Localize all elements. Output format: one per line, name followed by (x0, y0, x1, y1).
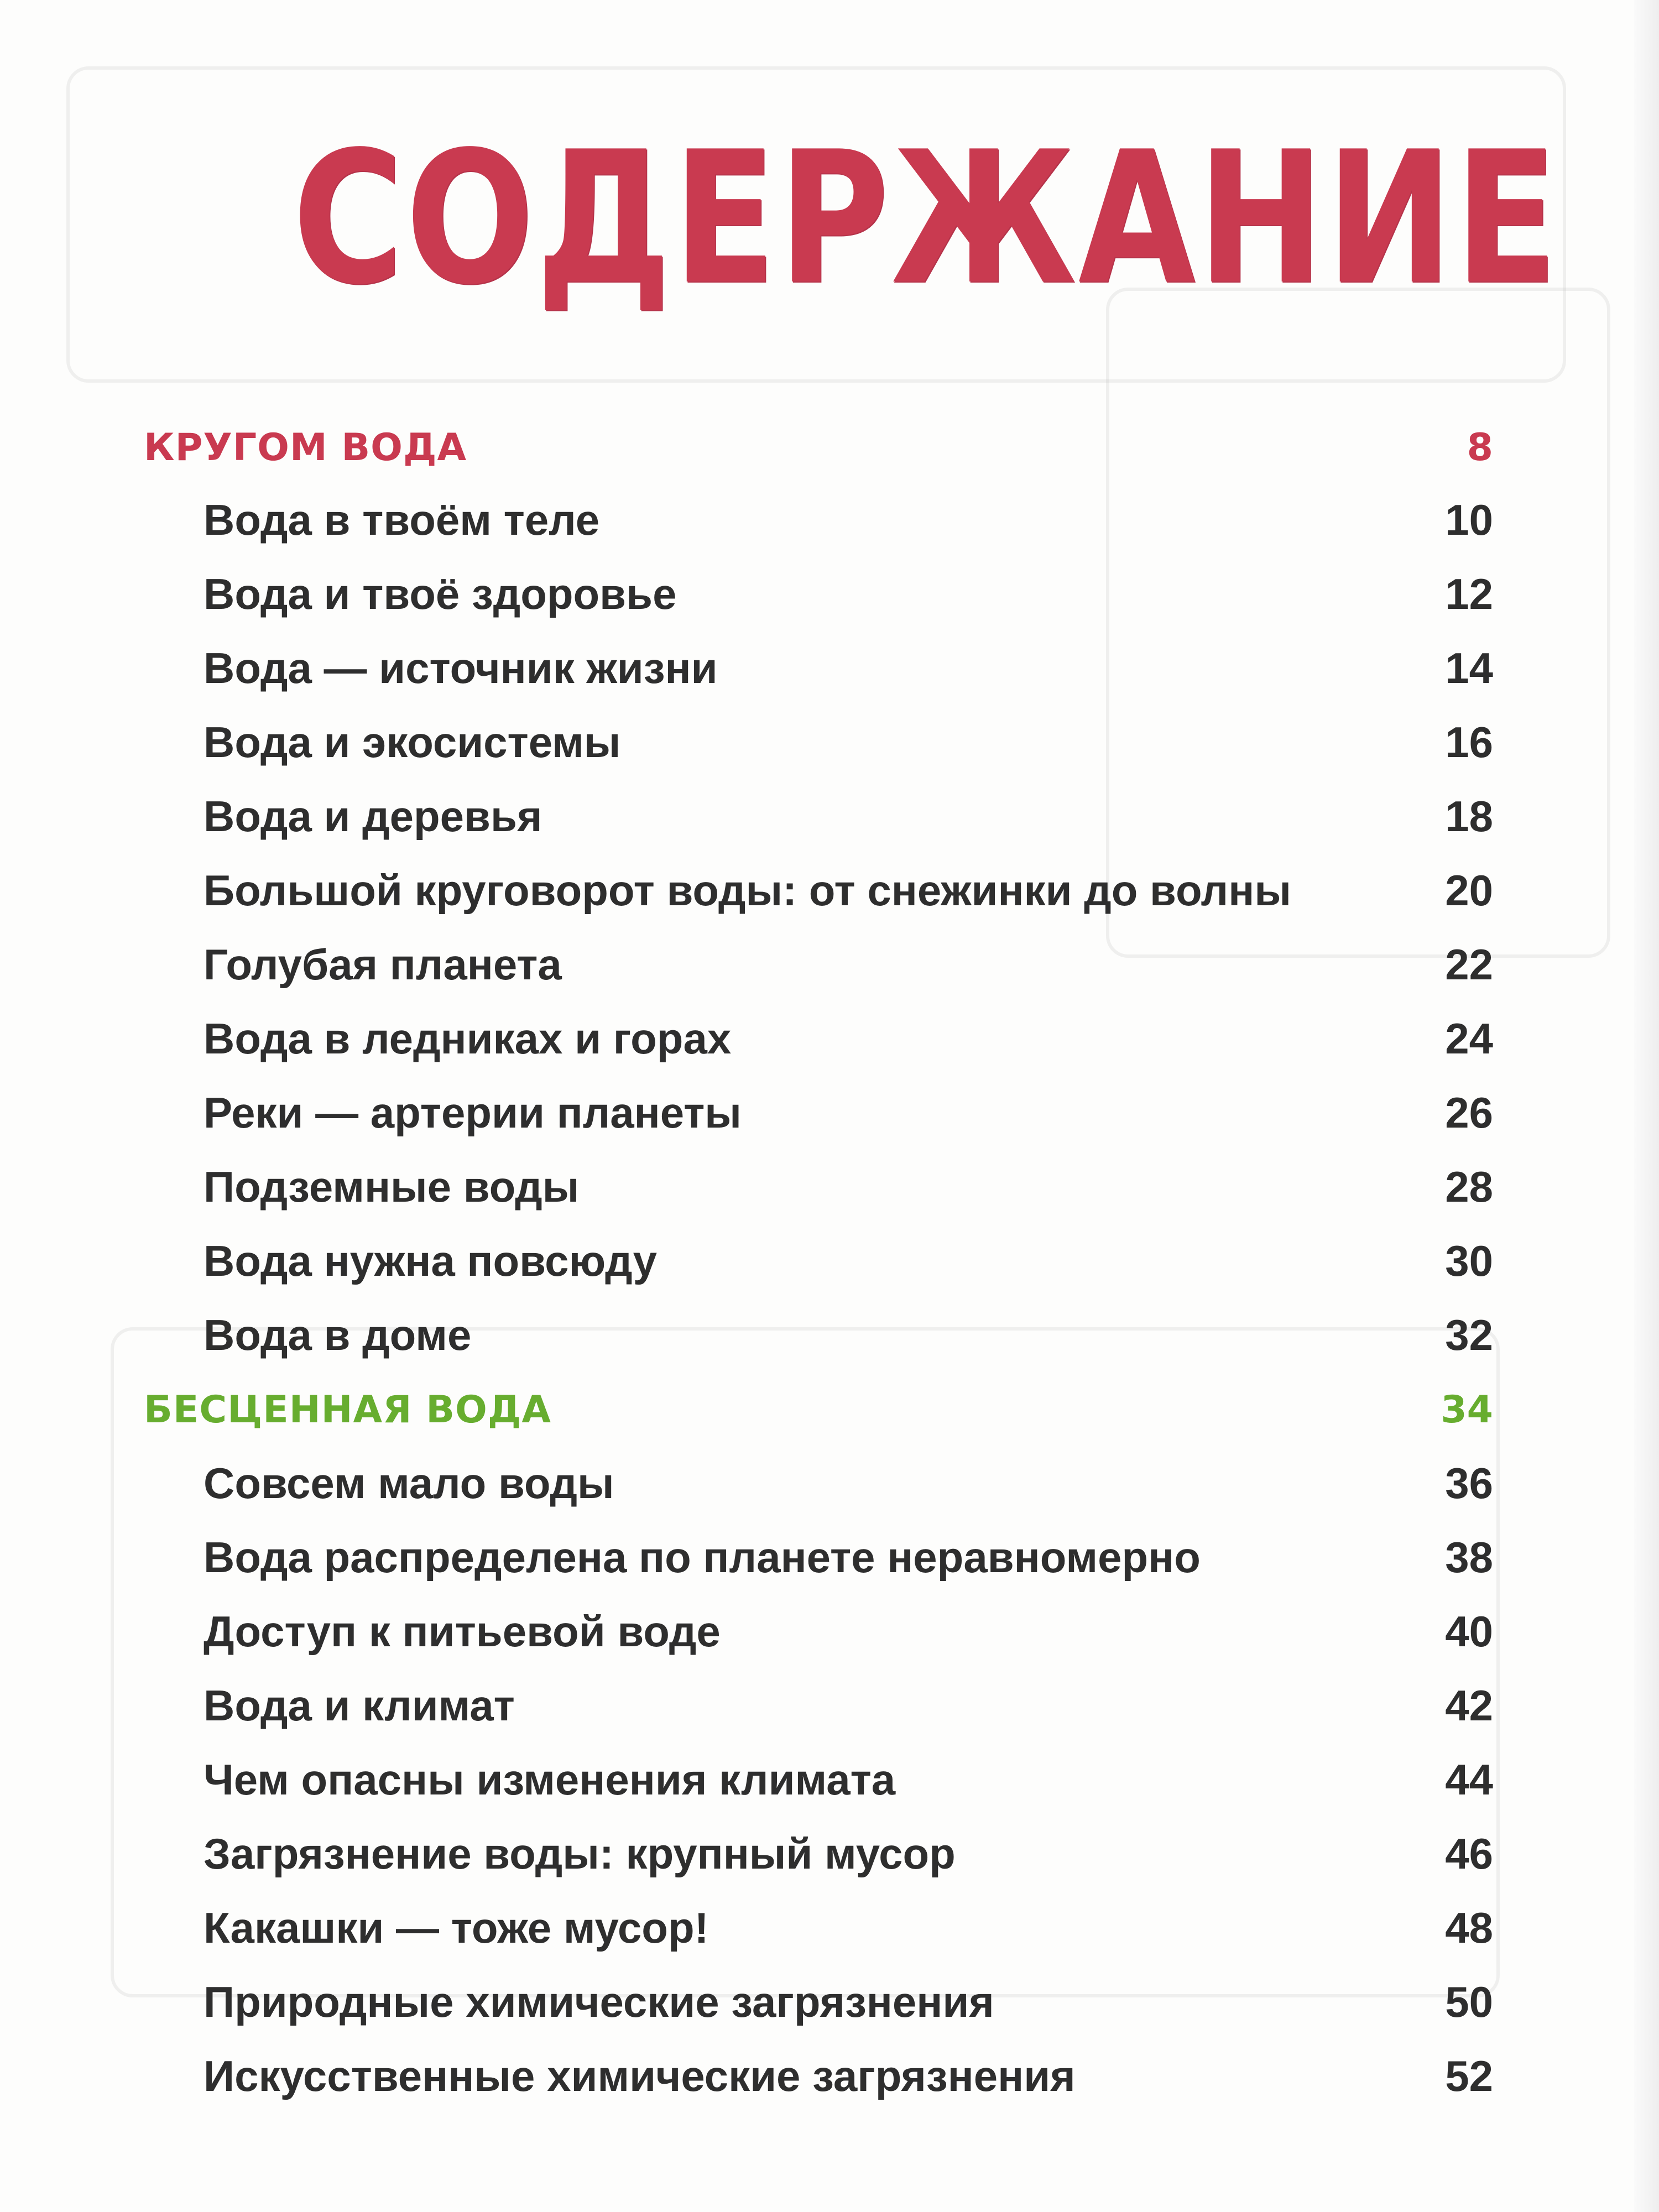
entry-page-number: 14 (1445, 644, 1493, 692)
toc-section-1[interactable] (144, 420, 1493, 476)
entry-title: Вода — источник жизни (204, 644, 718, 692)
entry-page-number: 24 (1445, 1014, 1493, 1063)
section-page-number: 34 (1441, 1388, 1493, 1432)
entry-title: Вода в твоём теле (204, 495, 600, 544)
section-page-number: 8 (1467, 426, 1493, 469)
entry-title: Искусственные химические загрязнения (204, 2052, 1076, 2100)
entry-page-number: 10 (1445, 495, 1493, 544)
toc-entry[interactable] (144, 1752, 1493, 1807)
entry-page-number: 22 (1445, 940, 1493, 989)
toc-entry[interactable] (144, 789, 1493, 844)
entry-title: Вода и твоё здоровье (204, 570, 677, 618)
toc-entry[interactable] (144, 2048, 1493, 2104)
entry-title: Совсем мало воды (204, 1459, 614, 1507)
entry-page-number: 32 (1445, 1311, 1493, 1359)
toc-entry[interactable] (144, 863, 1493, 918)
toc-section-2[interactable] (144, 1383, 1493, 1438)
entry-title: Загрязнение воды: крупный мусор (204, 1829, 956, 1878)
toc-entry[interactable] (144, 1530, 1493, 1585)
toc-entry[interactable] (144, 1826, 1493, 1881)
toc-entry[interactable] (144, 1307, 1493, 1363)
entry-title: Вода и климат (204, 1681, 515, 1730)
entry-title: Чем опасны изменения климата (204, 1755, 896, 1804)
entry-page-number: 26 (1445, 1088, 1493, 1137)
entry-page-number: 36 (1445, 1459, 1493, 1507)
entry-page-number: 42 (1445, 1681, 1493, 1730)
entry-title: Вода нужна повсюду (204, 1237, 657, 1285)
entry-page-number: 38 (1445, 1533, 1493, 1582)
toc-entry[interactable] (144, 1678, 1493, 1733)
page-title: СОДЕРЖАНИЕ (292, 112, 1560, 325)
entry-title: Вода распределена по планете неравномерно (204, 1533, 1201, 1582)
entry-page-number: 28 (1445, 1162, 1493, 1211)
toc-entry[interactable] (144, 492, 1493, 547)
entry-page-number: 48 (1445, 1903, 1493, 1952)
toc-entry[interactable] (144, 1085, 1493, 1140)
section-title: БЕСЦЕННАЯ ВОДА (144, 1388, 552, 1432)
toc-entry[interactable] (144, 566, 1493, 622)
entry-page-number: 30 (1445, 1237, 1493, 1285)
section-title: КРУГОМ ВОДА (144, 426, 467, 469)
bleed-through-frame (1106, 288, 1610, 958)
entry-page-number: 12 (1445, 570, 1493, 618)
toc-entry[interactable] (144, 1011, 1493, 1066)
entry-page-number: 16 (1445, 718, 1493, 766)
entry-title: Вода в доме (204, 1311, 472, 1359)
toc-entry[interactable] (144, 1604, 1493, 1659)
entry-page-number: 44 (1445, 1755, 1493, 1804)
toc-entry[interactable] (144, 1159, 1493, 1214)
entry-title: Подземные воды (204, 1162, 580, 1211)
entry-page-number: 50 (1445, 1978, 1493, 2026)
entry-page-number: 52 (1445, 2052, 1493, 2100)
toc-entry[interactable] (144, 1455, 1493, 1511)
toc-entry[interactable] (144, 1233, 1493, 1288)
entry-title: Большой круговорот воды: от снежинки до волны (204, 866, 1291, 915)
entry-title: Доступ к питьевой воде (204, 1607, 721, 1656)
entry-title: Вода и экосистемы (204, 718, 621, 766)
entry-page-number: 18 (1445, 792, 1493, 841)
page-edge-shadow (1634, 0, 1659, 2212)
toc-entry[interactable] (144, 714, 1493, 770)
entry-title: Голубая планета (204, 940, 562, 989)
entry-page-number: 20 (1445, 866, 1493, 915)
entry-title: Какашки — тоже мусор! (204, 1903, 709, 1952)
entry-title: Реки — артерии планеты (204, 1088, 742, 1137)
entry-title: Вода в ледниках и горах (204, 1014, 732, 1063)
toc-entry[interactable] (144, 1900, 1493, 1955)
entry-title: Природные химические загрязнения (204, 1978, 994, 2026)
entry-page-number: 46 (1445, 1829, 1493, 1878)
entry-page-number: 40 (1445, 1607, 1493, 1656)
toc-entry[interactable] (144, 640, 1493, 696)
toc-entry[interactable] (144, 1974, 1493, 2030)
entry-title: Вода и деревья (204, 792, 542, 841)
toc-entry[interactable] (144, 937, 1493, 992)
